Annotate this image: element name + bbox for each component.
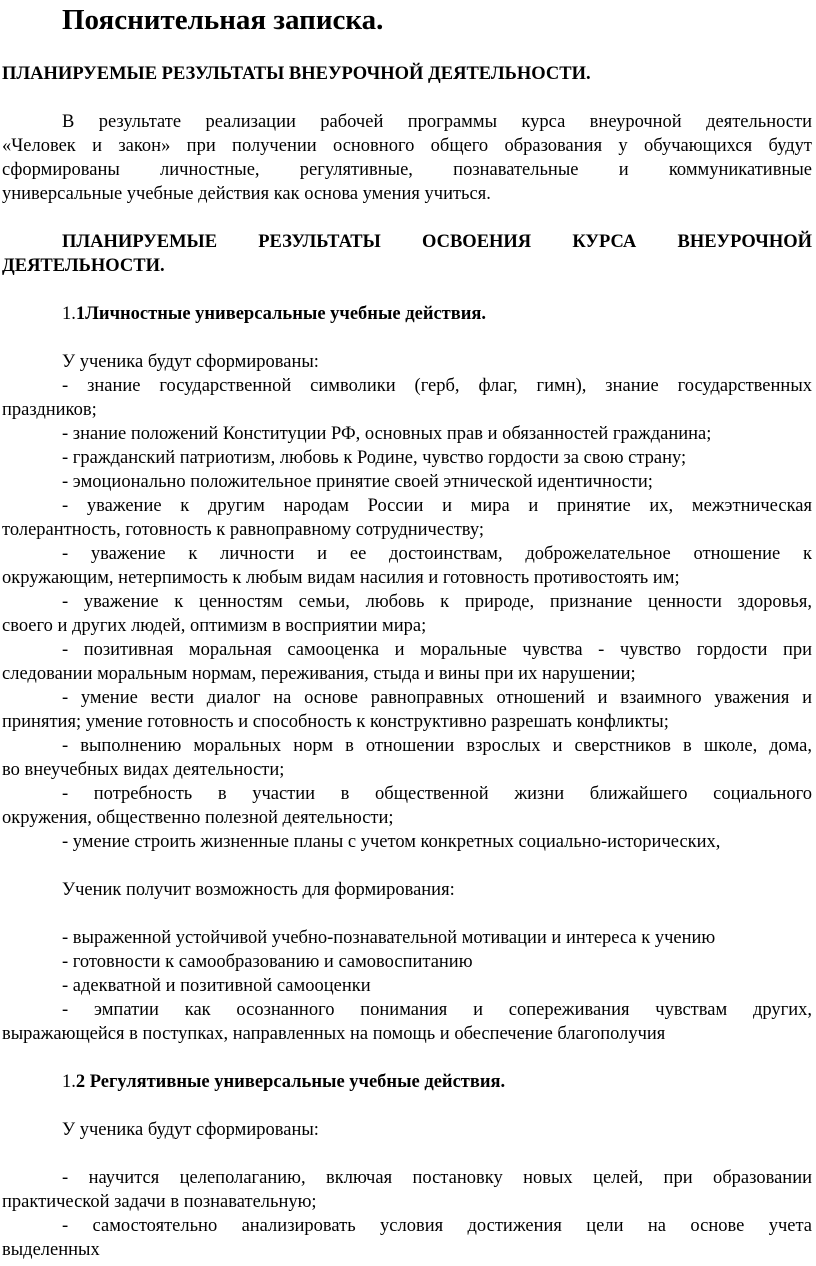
heading-course-results-1: ПЛАНИРУЕМЫЕ РЕЗУЛЬТАТЫ ОСВОЕНИЯ КУРСА ВНЕУРОЧНОЙ	[62, 232, 812, 252]
opportunity-lead: Ученик получит возможность для формирования:	[62, 880, 455, 900]
section1-line: - умение строить жизненные планы с учетом конкретных социально-исторических,	[62, 832, 721, 852]
section1-line: - уважение к личности и ее достоинствам, доброжелательное отношение к	[62, 544, 812, 564]
intro-line-1: В результате реализации рабочей программы курса внеурочной деятельности	[62, 112, 812, 132]
section2-line: выделенных	[2, 1240, 100, 1260]
opportunity-line: выражающейся в поступках, направленных на помощь и обеспечение благополучия	[2, 1024, 666, 1044]
intro-line-2: «Человек и закон» при получении основного общего образования у обучающихся будут	[2, 136, 812, 156]
section2-number: 1.	[62, 1072, 76, 1092]
section2-line: - научится целеполаганию, включая постановку новых целей, при образовании	[62, 1168, 812, 1188]
intro-line-3: сформированы личностные, регулятивные, познавательные и коммуникативные	[2, 160, 812, 180]
opportunity-line: - эмпатии как осознанного понимания и сопереживания чувствам других,	[62, 1000, 812, 1020]
heading-planned-results: ПЛАНИРУЕМЫЕ РЕЗУЛЬТАТЫ ВНЕУРОЧНОЙ ДЕЯТЕЛЬНОСТИ.	[2, 64, 591, 84]
section1-line: - гражданский патриотизм, любовь к Родине, чувство гордости за свою страну;	[62, 448, 687, 468]
section2-line: - самостоятельно анализировать условия достижения цели на основе учета	[62, 1216, 812, 1236]
section1-line: следовании моральным нормам, переживания, стыда и вины при их нарушении;	[2, 664, 636, 684]
section1-line: принятия; умение готовность и способность к конструктивно разрешать конфликты;	[2, 712, 669, 732]
section2-heading	[62, 1070, 816, 1094]
section1-line: окружающим, нетерпимость к любым видам насилия и готовность противостоять им;	[2, 568, 680, 588]
section1-title: Личностные универсальные учебные действия.	[85, 304, 487, 324]
section1-line: окружения, общественно полезной деятельности;	[2, 808, 394, 828]
section2-title: 2 Регулятивные универсальные учебные действия.	[75, 1072, 506, 1092]
section1-number-bold: 1	[75, 304, 86, 324]
section1-line: - позитивная моральная самооценка и моральные чувства - чувство гордости при	[62, 640, 812, 660]
section1-line: праздников;	[2, 400, 97, 420]
opportunity-line: - адекватной и позитивной самооценки	[62, 976, 371, 996]
intro-line-4: универсальные учебные действия как основа умения учиться.	[2, 184, 491, 204]
opportunity-line: - готовности к самообразованию и самовоспитанию	[62, 952, 473, 972]
section1-line: своего и других людей, оптимизм в восприятии мира;	[2, 616, 427, 636]
opportunity-line: - выраженной устойчивой учебно-познавательной мотивации и интереса к учению	[62, 928, 716, 948]
section1-line: - уважение к другим народам России и мира и принятие их, межэтническая	[62, 496, 812, 516]
section1-line: - выполнению моральных норм в отношении взрослых и сверстников в школе, дома,	[62, 736, 812, 756]
page-title: Пояснительная записка.	[62, 4, 384, 36]
section1-line: - потребность в участии в общественной жизни ближайшего социального	[62, 784, 812, 804]
section1-line: - знание государственной символики (герб, флаг, гимн), знание государственных	[62, 376, 812, 396]
section1-line: - эмоционально положительное принятие своей этнической идентичности;	[62, 472, 653, 492]
section1-line: во внеучебных видах деятельности;	[2, 760, 285, 780]
section1-line: толерантность, готовность к равноправному сотрудничеству;	[2, 520, 485, 540]
section1-number: 1.	[62, 304, 76, 324]
section1-line: - умение вести диалог на основе равноправных отношений и взаимного уважения и	[62, 688, 812, 708]
section1-line: - уважение к ценностям семьи, любовь к природе, признание ценности здоровья,	[62, 592, 812, 612]
section2-lead: У ученика будут сформированы:	[62, 1120, 319, 1140]
heading-course-results-2: ДЕЯТЕЛЬНОСТИ.	[2, 256, 165, 276]
section1-heading	[62, 302, 816, 326]
section2-line: практической задачи в познавательную;	[2, 1192, 317, 1212]
section1-lead: У ученика будут сформированы:	[62, 352, 319, 372]
section1-line: - знание положений Конституции РФ, основных прав и обязанностей гражданина;	[62, 424, 712, 444]
